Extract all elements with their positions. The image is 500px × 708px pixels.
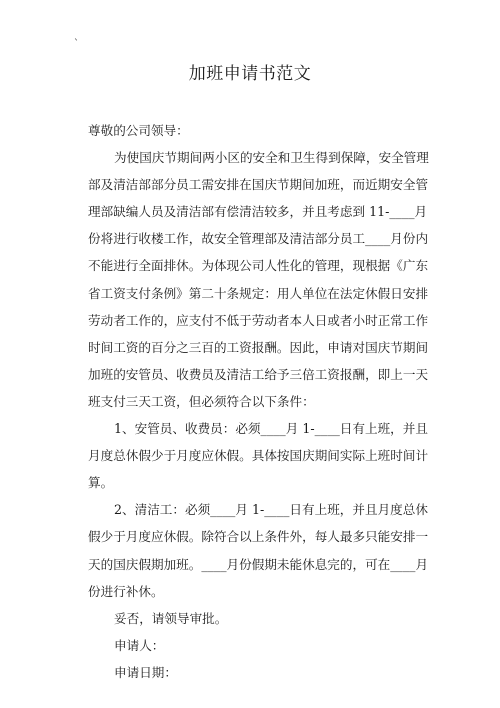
document-body — [88, 117, 433, 686]
paragraph-condition-2: 2、清洁工：必须____月 1-____日有上班，并且月度总休假少于月度应休假。除符合以上条件外，每人最多只能安排一天的国庆假期加班。____月份假期未能休息完的，可在____月份进行补休。 — [88, 502, 429, 599]
paragraph-reason: 为使国庆节期间两小区的安全和卫生得到保障，安全管理部及清洁部部分员工需安排在国庆节期间加班，而近期安全管理部缺编人员及清洁部有偿清洁较多，并且考虑到 11-____月份将进行收楼工作，故安全管理部及清洁部分员工____月份内不能进行全面排休。为体现公司人性化的管理，现根据《广东省工资支付条例》第二十条规定：用人单位在法定休假日安排劳动者工作的，应支付不低于劳动者本人日或者小时正常工作时间工资的百分之三百的工资报酬。因此，申请对国庆节期间加班的安管员、收费员及清洁工给予三倍工资报酬，即上一天班支付三天工资，但必须符合以下条件： — [88, 150, 429, 409]
paragraph-request: 妥否，请领导审批。 — [114, 610, 228, 626]
document-title: 加班申请书范文 — [188, 64, 312, 84]
greeting: 尊敬的公司领导： — [88, 123, 189, 138]
applicant-label: 申请人： — [114, 637, 165, 653]
application-date-label: 申请日期： — [114, 664, 177, 680]
paragraph-condition-1: 1、安管员、收费员：必须____月 1-____日有上班，并且月度总休假少于月度应休假。具体按国庆期间实际上班时间计算。 — [88, 421, 429, 491]
corner-mark: ` — [74, 39, 79, 50]
